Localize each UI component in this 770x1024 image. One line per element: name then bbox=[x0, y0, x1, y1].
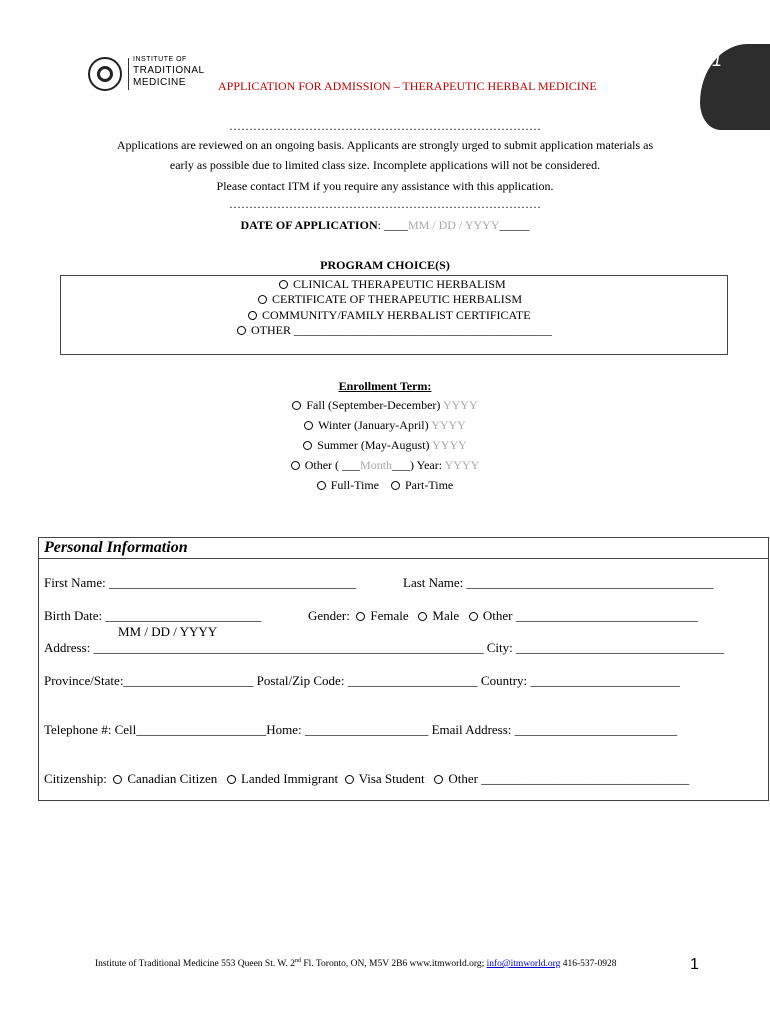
radio-circle-icon[interactable] bbox=[303, 441, 312, 450]
term-time[interactable] bbox=[0, 478, 770, 493]
term-winter[interactable]: Winter (January-April) YYYY bbox=[0, 418, 770, 433]
radio-circle-icon[interactable] bbox=[317, 481, 326, 490]
program-choice-heading: PROGRAM CHOICE(S) bbox=[320, 258, 450, 272]
radio-circle-icon[interactable] bbox=[469, 612, 478, 621]
radio-circle-icon[interactable] bbox=[279, 280, 288, 289]
radio-circle-icon[interactable] bbox=[345, 775, 354, 784]
personal-info-header bbox=[38, 537, 769, 559]
term-other[interactable]: Other ( ___Month___) Year: YYYY bbox=[0, 458, 770, 473]
program-option-certificate[interactable]: CERTIFICATE OF THERAPEUTIC HERBALISM bbox=[258, 292, 522, 307]
date-of-application[interactable]: DATE OF APPLICATION: ____MM / DD / YYYY_____ bbox=[240, 218, 530, 232]
radio-circle-icon[interactable] bbox=[434, 775, 443, 784]
footer-address: Institute of Traditional Medicine 553 Queen St. W. 2nd Fl. Toronto, ON, M5V 2B6 www.itmworld.org; info@itmworld.org 416-537-0928 bbox=[95, 958, 617, 970]
last-name-field[interactable]: Last Name: ______________________________________ bbox=[403, 575, 714, 590]
radio-circle-icon[interactable] bbox=[248, 311, 257, 320]
intro-line1: Applications are reviewed on an ongoing basis. Applicants are strongly urged to submit application materials as bbox=[116, 138, 654, 152]
intro-line3: Please contact ITM if you require any assistance with this application. bbox=[216, 179, 554, 193]
radio-circle-icon[interactable] bbox=[356, 612, 365, 621]
radio-circle-icon[interactable] bbox=[237, 326, 246, 335]
personal-info-title: Personal Information bbox=[44, 539, 188, 556]
intro-line2: early as possible due to limited class size. Incomplete applications will not be considered. bbox=[169, 158, 601, 172]
logo-line3: MEDICINE bbox=[133, 77, 186, 88]
logo-line1: INSTITUTE OF bbox=[133, 56, 187, 63]
date-label: DATE OF APPLICATION bbox=[240, 218, 378, 232]
radio-circle-icon[interactable] bbox=[227, 775, 236, 784]
radio-circle-icon[interactable] bbox=[304, 421, 313, 430]
term-fall[interactable]: Fall (September-December) YYYY bbox=[0, 398, 770, 413]
birth-date-field[interactable]: Birth Date: ________________________ bbox=[44, 608, 262, 623]
fulltime-option: Full-Time bbox=[330, 478, 379, 492]
radio-circle-icon[interactable] bbox=[258, 295, 267, 304]
date-placeholder[interactable]: MM / DD / YYYY bbox=[407, 218, 500, 232]
radio-circle-icon[interactable] bbox=[291, 461, 300, 470]
logo-line2: TRADITIONAL bbox=[133, 65, 205, 76]
gender-group[interactable]: Gender: Female Male Other ____________________________ bbox=[308, 608, 698, 623]
citizenship-group[interactable]: Citizenship: Canadian Citizen Landed Immigrant Visa Student Other ________________________________ bbox=[44, 771, 690, 786]
page-tab-number: 1 bbox=[711, 50, 722, 70]
page-tab bbox=[700, 44, 770, 130]
page-title: APPLICATION FOR ADMISSION – THERAPEUTIC HERBAL MEDICINE bbox=[218, 79, 597, 93]
page-number: 1 bbox=[690, 956, 699, 973]
itm-logo bbox=[88, 54, 216, 94]
term-summer[interactable]: Summer (May-August) YYYY bbox=[0, 438, 770, 453]
program-option-other[interactable]: OTHER ___________________________________________ bbox=[237, 323, 552, 338]
dots-separator-top: …………………………………………………………………… bbox=[229, 119, 541, 133]
province-postal-country-field[interactable]: Province/State:____________________ Postal/Zip Code: ____________________ Country: _______________________ bbox=[44, 673, 680, 688]
logo-seal-icon bbox=[88, 57, 122, 91]
radio-circle-icon[interactable] bbox=[292, 401, 301, 410]
program-option-clinical[interactable]: CLINICAL THERAPEUTIC HERBALISM bbox=[279, 277, 506, 292]
program-option-community[interactable]: COMMUNITY/FAMILY HERBALIST CERTIFICATE bbox=[248, 308, 531, 323]
birth-date-format: MM / DD / YYYY bbox=[118, 624, 218, 639]
parttime-option: Part-Time bbox=[405, 478, 454, 492]
telephone-email-field[interactable]: Telephone #: Cell____________________Home: ___________________ Email Address: _________________________ bbox=[44, 722, 678, 737]
footer-email-link[interactable]: info@itmworld.org bbox=[486, 959, 561, 970]
radio-circle-icon[interactable] bbox=[418, 612, 427, 621]
radio-circle-icon[interactable] bbox=[113, 775, 122, 784]
address-city-field[interactable]: Address: ____________________________________________________________ City: ________________________________ bbox=[44, 640, 724, 655]
dots-separator-bottom: …………………………………………………………………… bbox=[229, 197, 541, 211]
radio-circle-icon[interactable] bbox=[391, 481, 400, 490]
first-name-field[interactable]: First Name: ______________________________________ bbox=[44, 575, 356, 590]
enrollment-heading: Enrollment Term: bbox=[338, 379, 432, 393]
